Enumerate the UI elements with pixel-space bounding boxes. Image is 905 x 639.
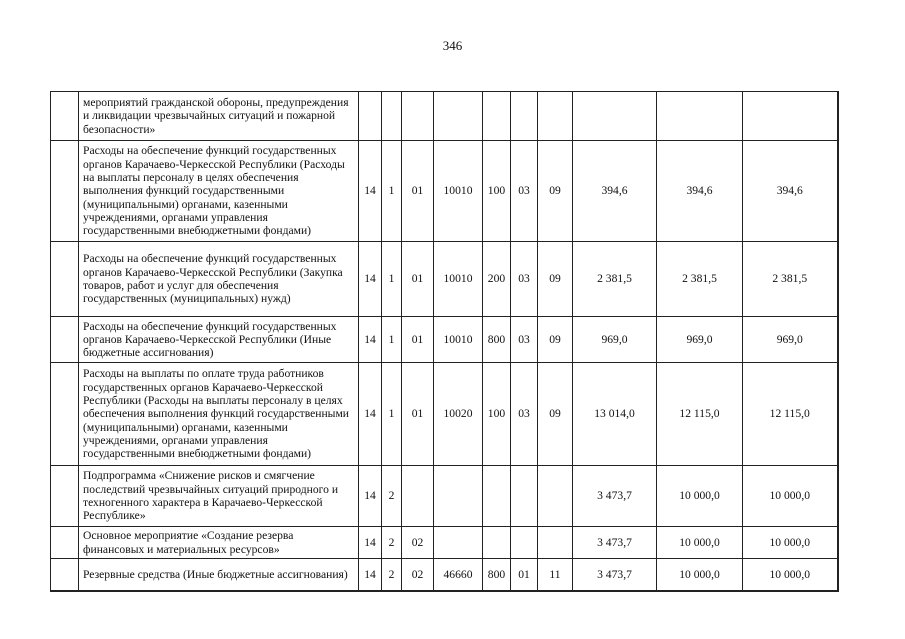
code-subsection: 09: [538, 242, 573, 317]
row-number-cell: [51, 242, 79, 317]
code-expense-type: 200: [483, 242, 511, 317]
code-expense-type: [483, 466, 511, 527]
code-direction: 10010: [434, 141, 483, 242]
code-expense-type: 800: [483, 559, 511, 591]
code-program: 1: [382, 242, 402, 317]
table-row: [51, 242, 838, 317]
code-event: 01: [402, 141, 434, 242]
amount-year-3: 969,0: [743, 317, 838, 363]
amount-year-2: 10 000,0: [657, 527, 743, 559]
row-description: Подпрограмма «Снижение рисков и смягчение последствий чрезвычайных ситуаций природного и техногенного характера в Карачаево-Черкесской Республике»: [79, 466, 359, 527]
code-event: 01: [402, 317, 434, 363]
amount-year-1: 394,6: [573, 141, 657, 242]
amount-year-2: 394,6: [657, 141, 743, 242]
code-direction: [434, 466, 483, 527]
row-number-cell: [51, 466, 79, 527]
row-description: Расходы на выплаты по оплате труда работников государственных органов Карачаево-Черкесской Республики (Расходы на выплаты персоналу в целях обеспечения выполнения функций государственными (муниципальными) органами, казенными учреждениями, органами управления государственными внебюджетными фондами): [79, 363, 359, 466]
table-row: [51, 92, 838, 141]
code-ministry: [359, 92, 382, 141]
code-section: 03: [511, 141, 538, 242]
code-section: [511, 92, 538, 141]
row-number-cell: [51, 527, 79, 559]
amount-year-1: [573, 92, 657, 141]
amount-year-1: 13 014,0: [573, 363, 657, 466]
table-row: [51, 466, 838, 527]
row-number-cell: [51, 363, 79, 466]
code-subsection: 09: [538, 317, 573, 363]
code-section: 01: [511, 559, 538, 591]
table-row: [51, 317, 838, 363]
code-direction: 46660: [434, 559, 483, 591]
amount-year-3: 394,6: [743, 141, 838, 242]
code-program: 1: [382, 363, 402, 466]
code-direction: 10020: [434, 363, 483, 466]
row-number-cell: [51, 92, 79, 141]
code-program: 2: [382, 527, 402, 559]
amount-year-1: 3 473,7: [573, 559, 657, 591]
code-ministry: 14: [359, 466, 382, 527]
code-direction: [434, 92, 483, 141]
code-ministry: 14: [359, 141, 382, 242]
code-expense-type: [483, 527, 511, 559]
budget-table-body: [51, 92, 838, 591]
amount-year-3: 12 115,0: [743, 363, 838, 466]
amount-year-3: 2 381,5: [743, 242, 838, 317]
code-subsection: [538, 527, 573, 559]
amount-year-2: 12 115,0: [657, 363, 743, 466]
code-program: 1: [382, 141, 402, 242]
row-description: Расходы на обеспечение функций государственных органов Карачаево-Черкесской Республики (Закупка товаров, работ и услуг для обеспечения государственных (муниципальных) нужд): [79, 242, 359, 317]
row-description: Резервные средства (Иные бюджетные ассигнования): [79, 559, 359, 591]
amount-year-1: 969,0: [573, 317, 657, 363]
code-ministry: 14: [359, 242, 382, 317]
code-ministry: 14: [359, 363, 382, 466]
amount-year-2: 2 381,5: [657, 242, 743, 317]
row-number-cell: [51, 317, 79, 363]
code-subsection: 11: [538, 559, 573, 591]
code-event: 02: [402, 559, 434, 591]
row-description: Расходы на обеспечение функций государственных органов Карачаево-Черкесской Республики (Расходы на выплаты персоналу в целях обеспечения выполнения функций государственными (муниципальными) органами, казенными учреждениями, органами управления государственными внебюджетными фондами): [79, 141, 359, 242]
code-direction: 10010: [434, 242, 483, 317]
code-ministry: 14: [359, 559, 382, 591]
code-subsection: [538, 466, 573, 527]
row-number-cell: [51, 559, 79, 591]
amount-year-3: [743, 92, 838, 141]
code-expense-type: 800: [483, 317, 511, 363]
code-section: 03: [511, 317, 538, 363]
code-program: [382, 92, 402, 141]
amount-year-1: 3 473,7: [573, 527, 657, 559]
row-number-cell: [51, 141, 79, 242]
table-row: [51, 527, 838, 559]
table-row: [51, 363, 838, 466]
row-description: мероприятий гражданской обороны, предупреждения и ликвидации чрезвычайных ситуаций и пожарной безопасности»: [79, 92, 359, 141]
code-event: 02: [402, 527, 434, 559]
amount-year-3: 10 000,0: [743, 559, 838, 591]
amount-year-2: 10 000,0: [657, 466, 743, 527]
code-section: [511, 466, 538, 527]
code-subsection: 09: [538, 363, 573, 466]
amount-year-2: 969,0: [657, 317, 743, 363]
code-subsection: [538, 92, 573, 141]
code-expense-type: [483, 92, 511, 141]
code-event: 01: [402, 242, 434, 317]
amount-year-2: 10 000,0: [657, 559, 743, 591]
code-ministry: 14: [359, 317, 382, 363]
code-section: 03: [511, 363, 538, 466]
page-number: 346: [442, 38, 463, 53]
code-expense-type: 100: [483, 363, 511, 466]
table-row: [51, 141, 838, 242]
amount-year-1: 2 381,5: [573, 242, 657, 317]
row-description: Расходы на обеспечение функций государственных органов Карачаево-Черкесской Республики (Иные бюджетные ассигнования): [79, 317, 359, 363]
code-section: [511, 527, 538, 559]
code-program: 2: [382, 466, 402, 527]
code-program: 2: [382, 559, 402, 591]
code-event: [402, 466, 434, 527]
amount-year-3: 10 000,0: [743, 527, 838, 559]
code-event: 01: [402, 363, 434, 466]
code-direction: [434, 527, 483, 559]
code-program: 1: [382, 317, 402, 363]
budget-table: [50, 91, 839, 592]
row-description: Основное мероприятие «Создание резерва финансовых и материальных ресурсов»: [79, 527, 359, 559]
code-direction: 10010: [434, 317, 483, 363]
amount-year-2: [657, 92, 743, 141]
amount-year-1: 3 473,7: [573, 466, 657, 527]
code-subsection: 09: [538, 141, 573, 242]
amount-year-3: 10 000,0: [743, 466, 838, 527]
code-expense-type: 100: [483, 141, 511, 242]
code-ministry: 14: [359, 527, 382, 559]
code-section: 03: [511, 242, 538, 317]
table-row: [51, 559, 838, 591]
code-event: [402, 92, 434, 141]
